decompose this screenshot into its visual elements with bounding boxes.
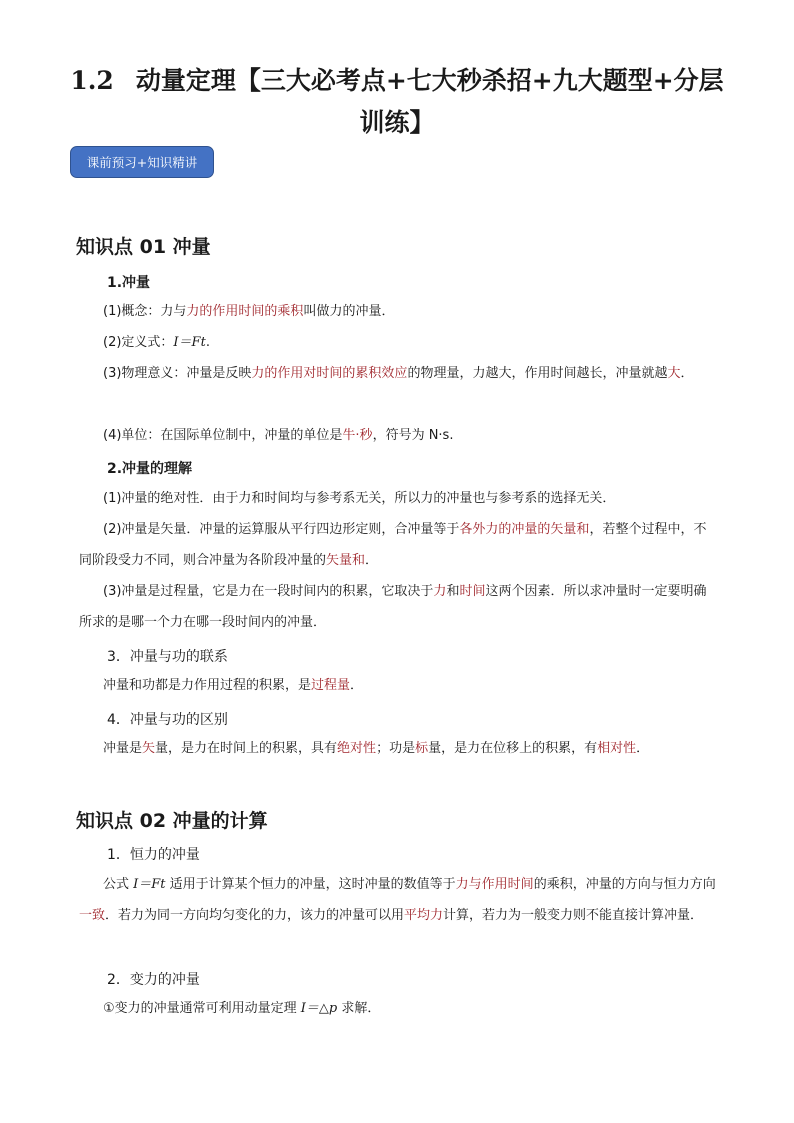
paragraph-relation: 冲量和功都是力作用过程的积累，是过程量． bbox=[103, 678, 364, 693]
paragraph-definition: (2)定义式：I＝Ft. bbox=[103, 335, 210, 350]
document-title bbox=[70, 60, 724, 144]
paragraph-absoluteness: (1)冲量的绝对性．由于力和时间均与参考系无关，所以力的冲量也与参考系的选择无关． bbox=[103, 491, 616, 506]
paragraph-vector: (2)冲量是矢量．冲量的运算服从平行四边形定则，合冲量等于各外力的冲量的矢量和，若整个过程中，不同阶段受力不同，则合冲量为各阶段冲量的矢量和． bbox=[79, 522, 707, 568]
paragraph-process-quantity: (3)冲量是过程量，它是力在一段时间内的积累，它取决于力和时间这两个因素．所以求冲量时一定要明确所求的是哪一个力在哪一段时间内的冲量． bbox=[79, 584, 707, 630]
subheading-relation: 3．冲量与功的联系 bbox=[107, 649, 228, 665]
subheading-difference: 4．冲量与功的区别 bbox=[107, 712, 228, 728]
paragraph-unit: (4)单位：在国际单位制中，冲量的单位是牛·秒，符号为 N·s. bbox=[103, 428, 454, 443]
paragraph-concept: (1)概念：力与力的作用时间的乘积叫做力的冲量． bbox=[103, 304, 395, 319]
title-text: 动量定理【三大必考点+七大秒杀招+九大题型+分层训练】 bbox=[135, 66, 724, 137]
section-tag-button[interactable]: 课前预习+知识精讲 bbox=[70, 146, 214, 178]
paragraph-physical-meaning: (3)物理意义：冲量是反映力的作用对时间的累积效应的物理量，力越大，作用时间越长，冲量就越大． bbox=[103, 366, 694, 381]
subheading-variable-force: 2．变力的冲量 bbox=[107, 972, 200, 988]
subheading-understanding: 2.冲量的理解 bbox=[107, 461, 193, 477]
paragraph-variable-force: ①变力的冲量通常可利用动量定理 I＝△p 求解． bbox=[103, 1001, 381, 1016]
knowledge-point-01-heading: 知识点 01 冲量 bbox=[76, 236, 211, 258]
paragraph-difference: 冲量是矢量，是力在时间上的积累，具有绝对性；功是标量，是力在位移上的积累，有相对性． bbox=[103, 741, 650, 756]
paragraph-constant-force: 公式 I＝Ft 适用于计算某个恒力的冲量，这时冲量的数值等于力与作用时间的乘积，冲量的方向与恒力方向一致．若力为同一方向均匀变化的力，该力的冲量可以用平均力计算，若力为一般变力则不能直接计算冲量． bbox=[79, 877, 716, 923]
subheading-impulse: 1.冲量 bbox=[107, 275, 151, 291]
subheading-constant-force: 1．恒力的冲量 bbox=[107, 847, 200, 863]
knowledge-point-02-heading: 知识点 02 冲量的计算 bbox=[76, 810, 268, 832]
section-number: 1.2 bbox=[70, 66, 114, 95]
